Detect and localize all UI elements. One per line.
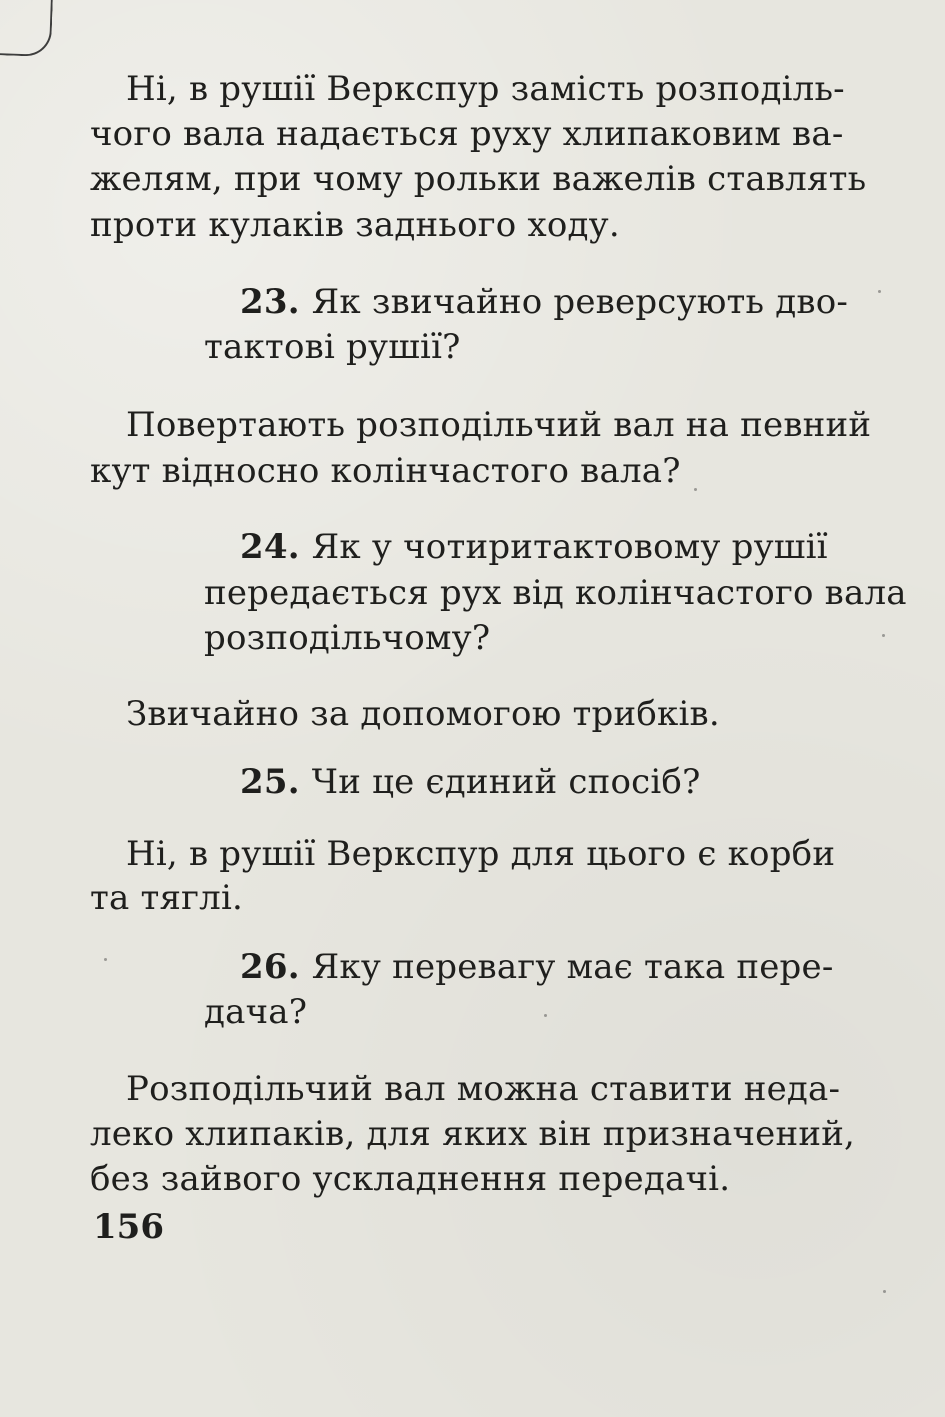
answer-25-line-2 <box>90 878 244 918</box>
paragraph-line <box>90 114 892 154</box>
paper-speck <box>883 1290 886 1293</box>
question-25-line <box>240 762 701 802</box>
question-text: розподільчому? <box>204 618 491 658</box>
question-number: 26. <box>240 947 300 987</box>
paragraph-line <box>90 205 620 245</box>
answer-23-line-2 <box>90 451 681 491</box>
question-text: Як звичайно реверсують дво- <box>311 282 849 322</box>
text-line: чого вала надається руху хлипаковим ва- <box>90 114 844 154</box>
question-26-line-1 <box>240 947 892 987</box>
paragraph-line <box>90 159 892 199</box>
question-text: дача? <box>204 992 308 1032</box>
answer-text: та тяглі. <box>90 878 244 918</box>
paragraph-line <box>126 69 892 109</box>
paper-speck <box>544 1014 547 1017</box>
paper-speck <box>882 634 885 637</box>
answer-23-line-1 <box>126 405 892 445</box>
question-text: передається рух від колінчастого вала <box>204 573 907 613</box>
answer-text: кут відносно колінчастого вала? <box>90 451 681 491</box>
question-24-line-1 <box>240 527 892 567</box>
paper-speck <box>104 958 107 961</box>
question-text: Чи це єдиний спосіб? <box>311 762 701 802</box>
question-number: 25. <box>240 762 300 802</box>
answer-26-line-1 <box>126 1069 892 1109</box>
question-number: 24. <box>240 527 300 567</box>
question-23-line-1 <box>240 282 892 322</box>
question-26-line-2 <box>204 992 308 1032</box>
paper-speck <box>694 488 697 491</box>
answer-text: без зайвого ускладнення передачі. <box>90 1159 731 1199</box>
question-text: тактові рушії? <box>204 327 461 367</box>
question-text: Як у чотиритактовому рушії <box>311 527 828 567</box>
text-line: желям, при чому рольки важелів ставлять <box>90 159 867 199</box>
text-line: проти кулаків заднього ходу. <box>90 205 620 245</box>
scan-corner-mark <box>0 0 53 57</box>
question-23-line-2 <box>204 327 461 367</box>
answer-25-line-1 <box>126 834 892 874</box>
answer-26-line-3 <box>90 1159 731 1199</box>
answer-text: леко хлипаків, для яких він призначений, <box>90 1114 856 1154</box>
answer-24-line <box>126 694 720 734</box>
answer-text: Ні, в рушії Веркспур для цього є корби <box>126 834 836 874</box>
question-24-line-2 <box>204 573 907 613</box>
text-line: Ні, в рушії Веркспур замість розподіль- <box>126 69 845 109</box>
answer-text: Розподільчий вал можна ставити неда- <box>126 1069 841 1109</box>
answer-text: Повертають розподільчий вал на певний <box>126 405 872 445</box>
question-24-line-3 <box>204 618 491 658</box>
page-number: 156 <box>93 1207 164 1247</box>
answer-26-line-2 <box>90 1114 892 1154</box>
answer-text: Звичайно за допомогою трибків. <box>126 694 720 734</box>
question-text: Яку перевагу має така пере- <box>311 947 834 987</box>
question-number: 23. <box>240 282 300 322</box>
